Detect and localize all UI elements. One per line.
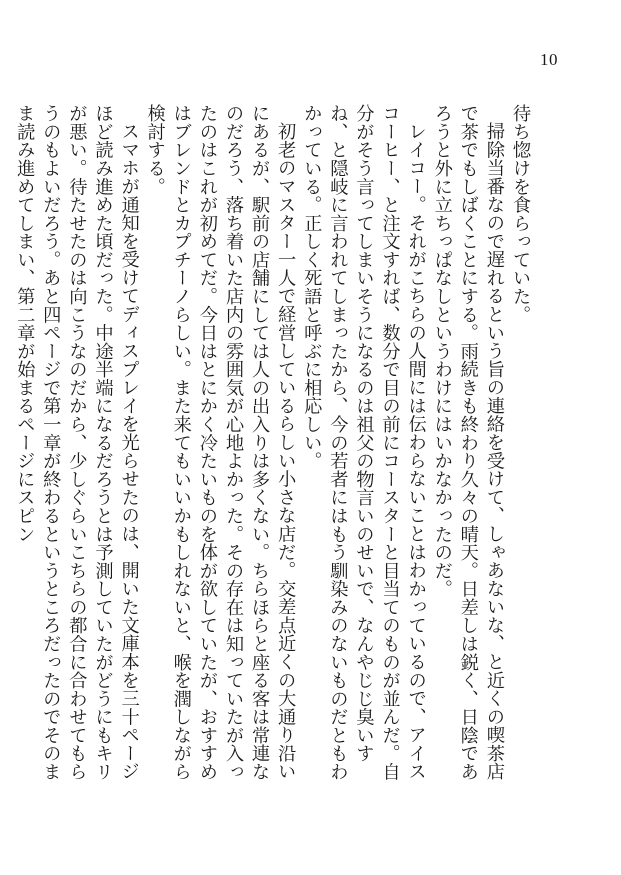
- paragraph: 初老のマスター一人で経営しているらしい小さな店だ。交差点近くの大通り沿いにあるが、駅前の店舗にしては人の出入りは多くない。ちらほらと座る客は常連なのだろう、落ち着いた店内の雰囲気が心地よかった。その存在は知っていたが入ったのはこれが初めてだ。今日はとにかく冷たいものを体が欲していたが、おすすめはブレンドとカプチーノらしい。また来てもいいかもしれないと、喉を潤しながら検討する。: [144, 104, 297, 781]
- body-text: [14, 104, 533, 794]
- page-number: 10: [540, 50, 558, 69]
- paragraph: 掃除当番なので遅れるという旨の連絡を受けて、しゃあないな、と近くの喫茶店で茶でもしばくことにする。雨続きも終わり久々の晴天。日差しは鋭く、日陰であろうと外に立ちっぱなしというわけにはいかなかったのだ。: [431, 104, 505, 781]
- paragraph: 待ち惚けを食らっていた。: [510, 104, 531, 324]
- paragraph: スマホが通知を受けてディスプレイを光らせたのは、開いた文庫本を三十ページほど読み進めた頃だった。中途半端になるだろうとは予測していたがどうにもキリが悪い。待たせたのは向こうなのだから、少しぐらいこちらの都合に合わせてもらうのもよいだろう。あと四ページで第一章が終わるというところだったのでそのまま読み進めてしまい、第二章が始まるページにスピン: [14, 104, 140, 781]
- paragraph: レイコー。それがこちらの人間には伝わらないことはわかっているので、アイスコーヒー、と注文すれば、数分で目の前にコースターと目当てのものが並んだ。自分がそう言ってしまいそうになるのは祖父の物言いのせいで、なんやじじ臭いすね、と隠岐に言われてしまったから、今の若者にはもう馴染みのないものだともわかっている。正しく死語と呼ぶに相応しい。: [301, 104, 427, 781]
